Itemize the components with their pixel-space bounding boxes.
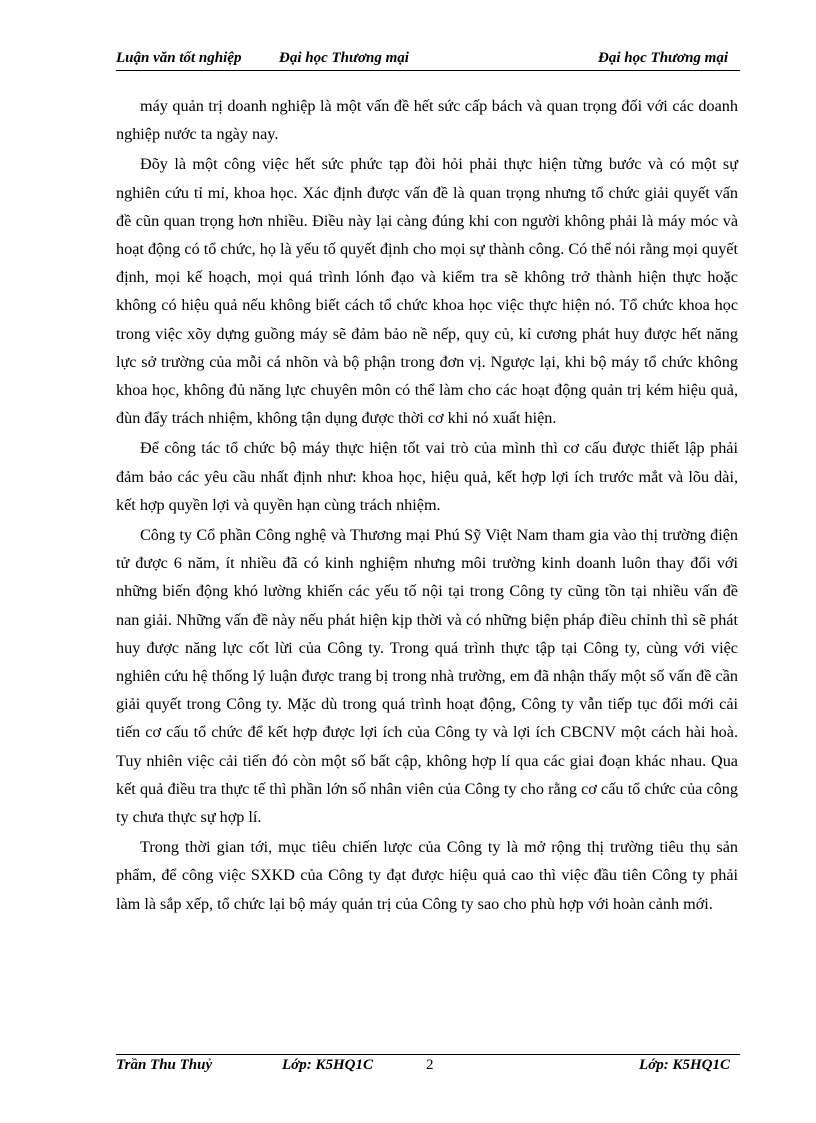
header-thesis-title: Luận văn tốt nghiệp [116,50,242,66]
footer-class-right: Lớp: K5HQ1C [639,1057,730,1073]
page-footer [116,1054,740,1079]
paragraph-1: máy quản trị doanh nghiệp là một vấn đề hết sức cấp bách và quan trọng đối với các doanh nghiệp nước ta ngày nay. [116,97,738,144]
footer-class-left: Lớp: K5HQ1C [282,1057,373,1073]
page-number: 2 [426,1057,434,1073]
paragraph-5: Trong thời gian tới, mục tiêu chiến lược của Công ty là mở rộng thị trường tiêu thụ sản phẩm, để công việc SXKD của Công ty đạt được hiệu quả cao thì việc đầu tiên Công ty phải làm là sắp xếp, tổ chức lại bộ máy quản trị của Công ty sao cho phù hợp với hoàn cảnh mới. [116,838,738,913]
paragraph-2: Đõy là một công việc hết sức phức tạp đòi hỏi phải thực hiện từng bước và có một sự nghiên cứu tỉ mỉ, khoa học. Xác định được vấn đề là quan trọng nhưng tổ chức giải quyết vấn đề cũn quan trọng hơn nhiều. Điều này lại càng đúng khi con người không phải là máy móc và hoạt động có tổ chức, họ là yếu tố quyết định cho mọi sự thành công. Có thể nói rằng mọi quyết định, mọi kế hoạch, mọi quá trình lónh đạo và kiểm tra sẽ không trở thành hiện thực hoặc không có hiệu quả nếu không biết cách tổ chức khoa học việc thực hiện nó. Tổ chức khoa học trong việc xõy dựng guồng máy sẽ đảm bảo nề nếp, quy củ, kỉ cương phát huy được hết năng lực sở trường của mỗi cá nhõn và bộ phận trong đơn vị. Ngược lại, khi bộ máy tổ chức không khoa học, không đủ năng lực chuyên môn có thể làm cho các hoạt động quản trị kém hiệu quả, đùn đẩy trách nhiệm, không tận dụng được thời cơ khi nó xuất hiện. [116,155,738,428]
document-body [116,92,738,920]
footer-author: Trần Thu Thuỷ [116,1057,213,1073]
page-header [116,48,740,71]
header-school-left: Đại học Thương mại [279,50,409,66]
paragraph-3: Để công tác tổ chức bộ máy thực hiện tốt vai trò của mình thì cơ cấu được thiết lập phải đảm bảo các yêu cầu nhất định như: khoa học, hiệu quả, kết hợp lợi ích trước mắt và lõu dài, kết hợp quyền lợi và quyền hạn cùng trách nhiệm. [116,439,738,514]
paragraph-4: Công ty Cổ phần Công nghệ và Thương mại Phú Sỹ Việt Nam tham gia vào thị trường điện tử được 6 năm, ít nhiều đã có kinh nghiệm nhưng môi trường kinh doanh luôn thay đổi với những biến động khó lường khiến các yếu tố nội tại trong Công ty cũng tồn tại nhiều vấn đề nan giải. Những vấn đề này nếu phát hiện kịp thời và có những biện pháp điều chỉnh thì sẽ phát huy được năng lực cốt lừi của Công ty. Trong quá trình thực tập tại Công ty, cùng với việc nghiên cứu hệ thống lý luận được trang bị trong nhà trường, em đã nhận thấy một số vấn đề cần giải quyết trong Công ty. Mặc dù trong quá trình hoạt động, Công ty vẫn tiếp tục đổi mới cải tiến cơ cấu tổ chức để kết hợp được lợi ích của Công ty và lợi ích CBCNV một cách hài hoà. Tuy nhiên việc cải tiến đó còn một số bất cập, không hợp lí qua các giai đoạn khác nhau. Qua kết quả điều tra thực tế thì phần lớn số nhân viên của Công ty cho rằng cơ cấu tổ chức của công ty chưa thực sự hợp lí. [116,526,738,827]
header-school-right: Đại học Thương mại [598,50,728,66]
